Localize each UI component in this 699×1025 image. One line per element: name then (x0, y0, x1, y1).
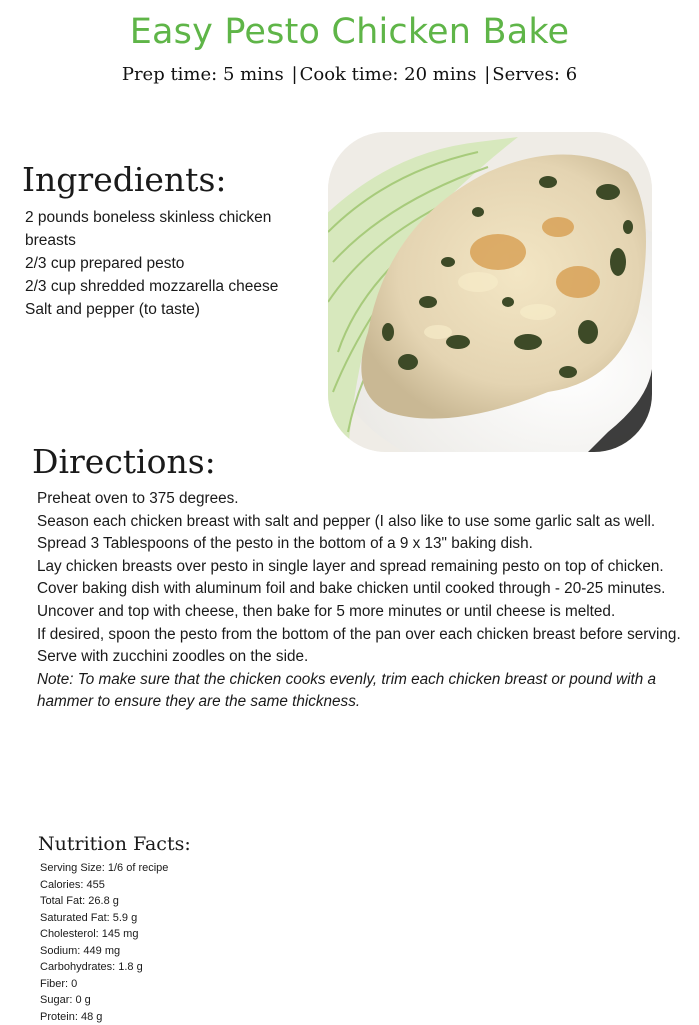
serves: Serves: 6 (492, 64, 577, 85)
direction-step: Spread 3 Tablespoons of the pesto in the bottom of a 9 x 13" baking dish. (37, 533, 692, 556)
direction-step: Lay chicken breasts over pesto in single layer and spread remaining pesto on top of chicken. Cover baking dish with aluminum foil and bake chicken until cooked through - 20-25 minutes. Uncover and top with cheese, then bake for 5 more minutes or until cheese is melted. (37, 556, 692, 624)
nutrition-fact: Protein: 48 g (40, 1009, 168, 1025)
direction-step: If desired, spoon the pesto from the bottom of the pan over each chicken breast before serving. (37, 624, 692, 647)
nutrition-fact: Total Fat: 26.8 g (40, 893, 168, 910)
prep-time: Prep time: 5 mins (122, 64, 284, 85)
nutrition-fact: Calories: 455 (40, 877, 168, 894)
meta-separator: | (484, 64, 490, 85)
ingredients-list (25, 206, 315, 321)
direction-note: Note: To make sure that the chicken cooks evenly, trim each chicken breast or pound with a hammer to ensure they are the same thickness. (37, 669, 692, 714)
nutrition-fact: Serving Size: 1/6 of recipe (40, 860, 168, 877)
ingredient-item: 2/3 cup prepared pesto (25, 252, 315, 275)
ingredient-item: Salt and pepper (to taste) (25, 298, 315, 321)
pesto-chicken-illustration (328, 132, 652, 452)
recipe-title: Easy Pesto Chicken Bake (0, 12, 699, 52)
nutrition-heading: Nutrition Facts: (38, 833, 191, 855)
nutrition-fact: Sodium: 449 mg (40, 943, 168, 960)
recipe-photo (328, 132, 652, 452)
meta-separator: | (292, 64, 298, 85)
direction-step: Preheat oven to 375 degrees. (37, 488, 692, 511)
cook-time: Cook time: 20 mins (300, 64, 477, 85)
nutrition-fact: Carbohydrates: 1.8 g (40, 959, 168, 976)
direction-step: Serve with zucchini zoodles on the side. (37, 646, 692, 669)
ingredient-item: 2/3 cup shredded mozzarella cheese (25, 275, 315, 298)
directions-list (37, 488, 692, 714)
ingredient-item: 2 pounds boneless skinless chicken breasts (25, 206, 315, 252)
ingredients-heading: Ingredients: (22, 160, 227, 199)
nutrition-fact: Cholesterol: 145 mg (40, 926, 168, 943)
nutrition-facts-list (40, 860, 168, 1025)
directions-heading: Directions: (32, 442, 216, 481)
nutrition-fact: Fiber: 0 (40, 976, 168, 993)
direction-step: Season each chicken breast with salt and pepper (I also like to use some garlic salt as well. (37, 511, 692, 534)
nutrition-fact: Saturated Fat: 5.9 g (40, 910, 168, 927)
recipe-meta (0, 64, 699, 85)
nutrition-fact: Sugar: 0 g (40, 992, 168, 1009)
